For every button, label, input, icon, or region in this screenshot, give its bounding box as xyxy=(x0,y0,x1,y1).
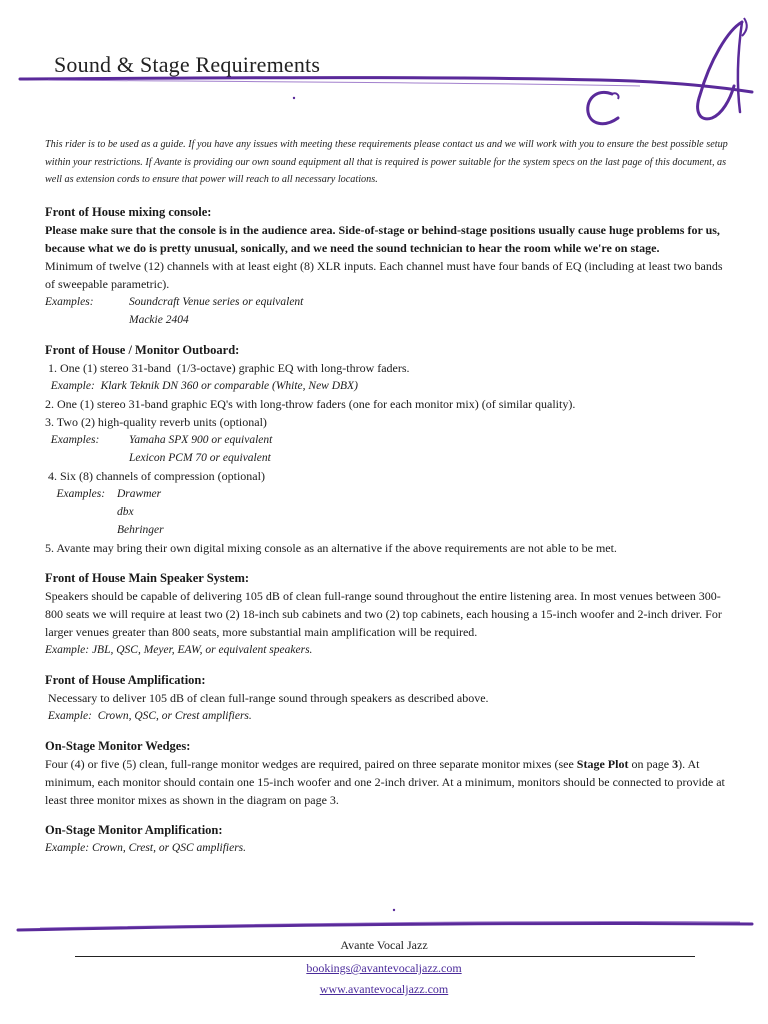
example-item: Example: Klark Teknik DN 360 or comparable (White, New DBX) xyxy=(45,380,358,392)
example-row xyxy=(45,485,725,503)
list-item: 5. Avante may bring their own digital mixing console as an alternative if the above requirements are not able to be met. xyxy=(45,541,617,555)
footer-website-link[interactable]: www.avantevocaljazz.com xyxy=(319,982,449,996)
examples-label: Examples: xyxy=(45,296,94,308)
section-monitor-amplification xyxy=(45,821,725,857)
example-item: Example: JBL, QSC, Meyer, EAW, or equivalent speakers. xyxy=(45,644,313,656)
section-foh-outboard xyxy=(45,341,725,557)
section-heading: Front of House Main Speaker System: xyxy=(45,571,250,585)
page-title: Sound & Stage Requirements xyxy=(54,52,321,77)
section-foh-amplification xyxy=(45,671,725,725)
footer-org-name: Avante Vocal Jazz xyxy=(340,938,428,952)
footer-divider xyxy=(75,956,695,957)
example-item: Soundcraft Venue series or equivalent xyxy=(129,296,304,308)
example-row xyxy=(45,311,725,329)
footer-swoosh xyxy=(0,900,768,940)
section-monitor-wedges xyxy=(45,737,725,809)
body-text: ). At minimum, each monitor should contain one 15-inch woofer and one 2-inch driver. At a minimum, monitors should be connected to provide at least three monitor mixes as shown in the diagram on page 3. xyxy=(45,757,725,807)
example-row xyxy=(45,503,725,521)
example-item: Lexicon PCM 70 or equivalent xyxy=(129,452,271,464)
section-heading: Front of House / Monitor Outboard: xyxy=(45,343,240,357)
section-body xyxy=(45,755,725,809)
section-body: Minimum of twelve (12) channels with at least eight (8) XLR inputs. Each channel must have four bands of EQ (including at least two bands of sweepable parametric). xyxy=(45,259,723,291)
list-item: 3. Two (2) high-quality reverb units (optional) xyxy=(45,415,267,429)
intro-paragraph: This rider is to be used as a guide. If you have any issues with meeting these requirements please contact us and we will work with you to ensure the best possible setup within your restrictions. If Avante is providing our own sound equipment all that is required is power suitable for the system specs on the last page of this document, as well as extension cords to ensure that power will reach to all necessary locations. xyxy=(45,139,728,185)
example-item: dbx xyxy=(117,506,134,518)
section-heading: Front of House mixing console: xyxy=(45,205,212,219)
examples-label: Examples: xyxy=(45,434,100,446)
example-item: Yamaha SPX 900 or equivalent xyxy=(129,434,273,446)
example-row xyxy=(45,521,725,539)
example-item: Behringer xyxy=(117,524,164,536)
footer-email-link[interactable]: bookings@avantevocaljazz.com xyxy=(306,961,462,975)
section-heading: On-Stage Monitor Wedges: xyxy=(45,739,191,753)
page-ref: 3 xyxy=(672,757,679,771)
example-item: Mackie 2404 xyxy=(129,314,189,326)
list-item: 1. One (1) stereo 31-band (1/3-octave) graphic EQ with long-throw faders. xyxy=(45,361,410,375)
list-item: 4. Six (8) channels of compression (optional) xyxy=(45,469,265,483)
document-body xyxy=(45,203,725,857)
body-text: on page xyxy=(628,757,673,771)
section-heading: Front of House Amplification: xyxy=(45,673,206,687)
section-foh-console xyxy=(45,203,725,329)
example-row xyxy=(45,293,725,311)
example-row xyxy=(45,449,725,467)
section-foh-speakers xyxy=(45,569,725,659)
example-row xyxy=(45,431,725,449)
section-body: Speakers should be capable of delivering 105 dB of clean full-range sound throughout the entire listening area. In most venues between 300-800 seats we will require at least two (2) 18-inch sub cabinets and two (2) top cabinets, each housing a 15-inch woofer and 2-inch driver. For larger venues greater than 800 seats, more substantial main amplification will be required. xyxy=(45,589,722,639)
section-heading: On-Stage Monitor Amplification: xyxy=(45,823,223,837)
example-item: Drawmer xyxy=(117,488,162,500)
list-item: 2. One (1) stereo 31-band graphic EQ's with long-throw faders (one for each monitor mix) (of similar quality). xyxy=(45,397,576,411)
example-item: Example: Crown, Crest, or QSC amplifiers. xyxy=(45,842,247,854)
example-item: Example: Crown, QSC, or Crest amplifiers. xyxy=(45,710,252,722)
examples-label: Examples: xyxy=(45,488,106,500)
stage-plot-ref: Stage Plot xyxy=(576,757,629,771)
bold-note: Please make sure that the console is in the audience area. Side-of-stage or behind-stage positions usually cause huge problems for us, because what we do is pretty unusual, sonically, and we need the sound technician to hear the room while we're on stage. xyxy=(45,223,720,255)
body-text: Four (4) or five (5) clean, full-range monitor wedges are required, paired on three separate monitor mixes (see xyxy=(45,757,577,771)
section-body: Necessary to deliver 105 dB of clean full-range sound through speakers as described above. xyxy=(45,691,489,705)
